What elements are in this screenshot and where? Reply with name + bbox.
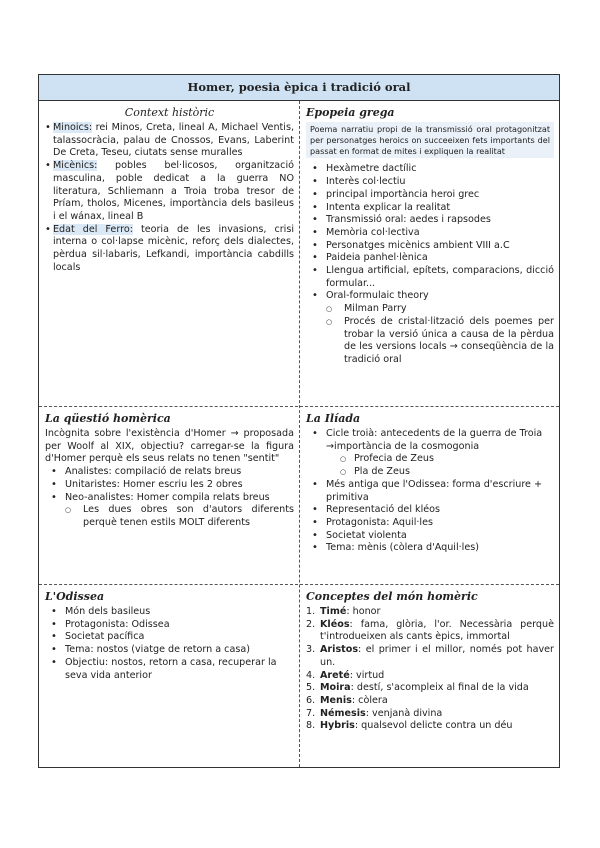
list-item: • Intenta explicar la realitat [306,202,554,215]
list-item: • Personatges micènics ambient VIII a.C [306,240,554,253]
concept-term: Timé [320,606,347,617]
conceptes-heading: Conceptes del món homèric [306,590,478,603]
concept-term: Aristos [320,644,359,656]
concept-term: Némesis [320,707,366,719]
list-item: • Representació del kléos [306,504,554,517]
context-item-minoics: • Minoics: rei Minos, Creta, lineal A, Michael Ventis, talassocràcia, palau de Cnossos, Evans, Laberint De Creta, Teseu, ciutats sense muralles [45,122,294,160]
list-subitem: ○ Milman Parry [306,303,554,316]
concept-item: 3. Aristos: el primer i el millor, només pot haver un. [306,644,554,668]
list-item: • Societat pacífica [45,631,294,644]
context-list [45,122,294,274]
list-item: • Interès col·lectiu [306,176,554,189]
questio-list [45,466,294,504]
row-divider-1 [39,406,559,407]
list-item: • Societat violenta [306,530,554,543]
list-item: • Tema: nostos (viatge de retorn a casa) [45,644,294,657]
conceptes-list [306,606,554,733]
list-item: • Protagonista: Aquil·les [306,517,554,530]
concept-item: 6. Menis: còlera [306,694,388,706]
epopeia-list [306,163,554,303]
concept-term: Moira [320,682,351,694]
row-divider-2 [39,584,559,585]
iliada-heading: La Ilíada [306,412,361,425]
list-item: • Hexàmetre dactílic [306,163,554,176]
questio-heading: La qüestió homèrica [45,412,171,425]
list-item: • Paideia panhel·lènica [306,252,554,265]
list-subitem: ○ Pla de Zeus [306,466,554,479]
list-subitem: ○ Les dues obres son d'autors diferents perquè tenen estils MOLT diferents [45,504,294,529]
page-title: Homer, poesia èpica i tradició oral [39,75,559,101]
context-cell [39,102,299,406]
odissea-cell [39,586,299,767]
context-label: Edat del Ferro: [53,223,133,235]
list-item: • Més antiga que l'Odissea: forma d'escriure + primitiva [306,479,554,504]
list-item: • Neo-analistes: Homer compila relats breus [45,492,294,505]
list-item: • Cicle troià: antecedents de la guerra de Troia →importància de la cosmogonia [306,428,554,453]
iliada-list [306,479,554,555]
list-item: • Transmissió oral: aedes i rapsodes [306,214,554,227]
list-item: • Oral-formulaic theory [306,290,554,303]
epopeia-definition: Poema narratiu propi de la transmissió oral protagonitzat per personatges heroics on succeeixen fets importants del passat en format de mites i expliquen la realitat [306,122,554,158]
context-label: Minoics: [53,122,93,133]
questio-cell [39,408,299,584]
concept-item: 1. Timé: honor [306,606,381,617]
list-item: • Analistes: compilació de relats breus [45,466,294,479]
conceptes-cell [300,586,559,767]
questio-intro: Incògnita sobre l'existència d'Homer → proposada per Woolf al XIX, objectiu? carregar-se la figura d'Homer perquè els seus relats no tenen "sentit" [45,428,294,465]
concept-item: 7. Némesis: venjanà divina [306,707,443,719]
list-item: • Objectiu: nostos, retorn a casa, recuperar la seva vida anterior [45,657,294,682]
concept-term: Kléos [320,618,350,630]
iliada-list-top [306,428,554,453]
odissea-list [45,606,294,682]
concept-item: 8. Hybris: qualsevol delicte contra un déu [306,720,513,732]
list-item: • Món dels basileus [45,606,294,619]
epopeia-heading: Epopeia grega [306,106,395,119]
list-item: • Protagonista: Odissea [45,619,294,632]
list-subitem: ○ Profecia de Zeus [306,453,554,466]
epopeia-sublist [306,303,554,367]
concept-term: Hybris [320,720,355,732]
concept-term: Areté [320,669,350,681]
list-item: • Memòria col·lectiva [306,227,554,240]
context-heading: Context històric [124,106,215,119]
epopeia-cell [300,102,559,406]
summary-table [38,74,560,768]
concept-item: 5. Moira: destí, s'acompleix al final de la vida [306,682,529,694]
list-item: • Unitaristes: Homer escriu les 2 obres [45,479,294,492]
concept-term: Menis [320,694,352,706]
list-item: • Tema: mènis (còlera d'Aquil·les) [306,542,554,555]
iliada-cell [300,408,559,584]
concept-item: 4. Areté: virtud [306,669,385,681]
list-item: • Llengua artificial, epítets, comparacions, dicció formular... [306,265,554,290]
questio-sublist [45,504,294,529]
list-subitem: ○ Procés de cristal·lització dels poemes per trobar la versió única a causa de la pèrdua de les versions locals → conseqüència de la tradició oral [306,316,554,367]
concept-item: 2. Kléos: fama, glòria, l'or. Necessària perquè t'introdueixen als cants èpics, immortal [306,618,554,643]
context-label: Micènics: [53,160,98,172]
list-item: • principal importància heroi grec [306,189,554,202]
context-item-ferro: • Edat del Ferro: teoria de les invasions, crisi interna o col·lapse micènic, reforç dels dialectes, pèrdua sil·labaris, Lefkandi, importància cabdills locals [45,224,294,275]
context-item-micenics: • Micènics: pobles bel·licosos, organització masculina, poble dedicat a la guerra NO literatura, Schliemann a Troia troba tresor de Príam, tholos, Micenes, importància dels basileus i el wánax, lineal B [45,160,294,224]
iliada-sublist [306,453,554,478]
odissea-heading: L'Odissea [45,590,105,603]
